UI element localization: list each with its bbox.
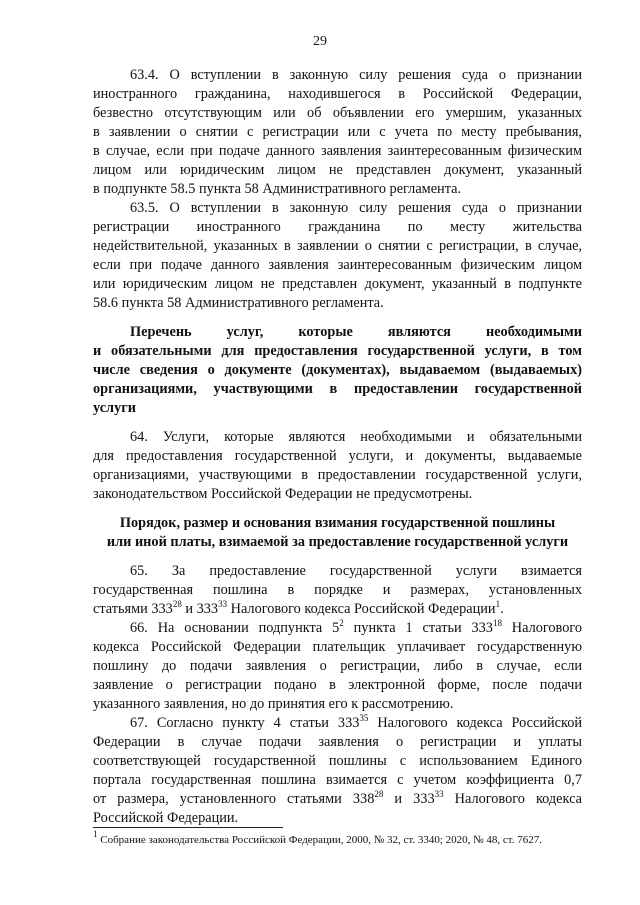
p67-line: Федерации в случае подачи заявления о регистрации и уплаты bbox=[93, 734, 582, 750]
heading-services-list: организациями, участвующими в предоставлении государственной bbox=[93, 381, 582, 397]
p66-line: пошлину до подачи заявления о регистрации, либо в случае, если bbox=[93, 658, 582, 674]
p63-4-line: иностранного гражданина, находившегося в Российской Федерации, bbox=[93, 86, 582, 102]
heading-services-list: числе сведения о документе (документах), выдаваемом (выдаваемых) bbox=[93, 362, 582, 378]
p64-line: для предоставления государственной услуги, и документы, выдаваемые bbox=[93, 448, 582, 464]
p63-5-line: 58.6 пункта 58 Административного регламента. bbox=[93, 295, 384, 311]
p66-line: кодекса Российской Федерации плательщик уплачивает государственную bbox=[93, 639, 582, 655]
p66-line: 66. На основании подпункта $5^2$ пункта 1 статьи $333^{18}$ Налогового bbox=[130, 618, 583, 636]
page-number: 29 bbox=[313, 34, 327, 49]
heading-services-list: Перечень услуг, которые являются необходимыми bbox=[130, 324, 582, 340]
p67-line: Российской Федерации. bbox=[93, 810, 239, 826]
footnote-marker: 1 bbox=[93, 829, 98, 839]
p64-line: организациями, участвующими в предоставлении государственной услуги, bbox=[93, 467, 582, 483]
p63-5-line: если при подаче данного заявления заинтересованным физическим лицом bbox=[93, 257, 582, 273]
p65-line: статьями $333^{28}$ и $333^{33}$ Налогового кодекса Российской Федерации$^1$. bbox=[93, 599, 504, 617]
p67-line: соответствующей государственной пошлины с использованием Единого bbox=[93, 753, 582, 769]
footnote-text: Собрание законодательства Российской Федерации, 2000, № 32, ст. 3340; 2020, № 48, ст. 7627. bbox=[97, 834, 542, 846]
p65-line: государственная пошлина в порядке и размерах, установленных bbox=[93, 582, 582, 598]
p67-line: 67. Согласно пункту 4 статьи $333^{35}$ Налогового кодекса Российской bbox=[130, 713, 582, 731]
p63-4-line: 63.4. О вступлении в законную силу решения суда о признании bbox=[130, 67, 582, 83]
p67-line: от размера, установленного статьями $338^{28}$ и $333^{33}$ Налогового кодекса bbox=[93, 789, 582, 807]
footnote bbox=[93, 829, 542, 846]
p66-line: заявление о регистрации подано в электронной форме, после подачи bbox=[93, 677, 582, 693]
footnote-divider bbox=[93, 827, 283, 828]
heading-state-fee: Порядок, размер и основания взимания государственной пошлины bbox=[119, 515, 556, 531]
p63-4-line: лицом или юридическим лицом не представлен документ, указанный bbox=[93, 162, 582, 178]
p64-line: 64. Услуги, которые являются необходимыми и обязательными bbox=[130, 429, 582, 445]
heading-services-list: услуги bbox=[93, 400, 136, 416]
p63-5-line: недействительной, указанных в заявлении о снятии с регистрации, в случае, bbox=[93, 238, 582, 254]
p63-5-line: 63.5. О вступлении в законную силу решения суда о признании bbox=[130, 200, 582, 216]
heading-state-fee: или иной платы, взимаемой за предоставление государственной услуги bbox=[106, 534, 569, 550]
footnote-ref: 1 bbox=[495, 599, 501, 609]
p63-4-line: в подпункте 58.5 пункта 58 Административного регламента. bbox=[93, 181, 462, 197]
p64-line: законодательством Российской Федерации не предусмотрены. bbox=[93, 486, 473, 502]
p63-5-line: или юридическим лицом не представлен документ, указанный в подпункте bbox=[93, 276, 582, 292]
p66-line: указанного заявления, но до принятия его к рассмотрению. bbox=[93, 696, 454, 712]
p63-5-line: регистрации иностранного гражданина по месту жительства bbox=[93, 219, 582, 235]
p67-line: портала государственная пошлина взимается с учетом коэффициента 0,7 bbox=[93, 772, 582, 788]
heading-services-list: и обязательными для предоставления государственной услуги, в том bbox=[93, 343, 582, 359]
p63-4-line: безвестно отсутствующим или об объявлении его умершим, указанных bbox=[93, 105, 582, 121]
p65-line: 65. За предоставление государственной услуги взимается bbox=[130, 563, 582, 579]
p63-4-line: в случае, если при подаче данного заявления заинтересованным физическим bbox=[93, 143, 582, 159]
p63-4-line: в заявлении о снятии с регистрации или с учета по месту пребывания, bbox=[93, 124, 582, 140]
